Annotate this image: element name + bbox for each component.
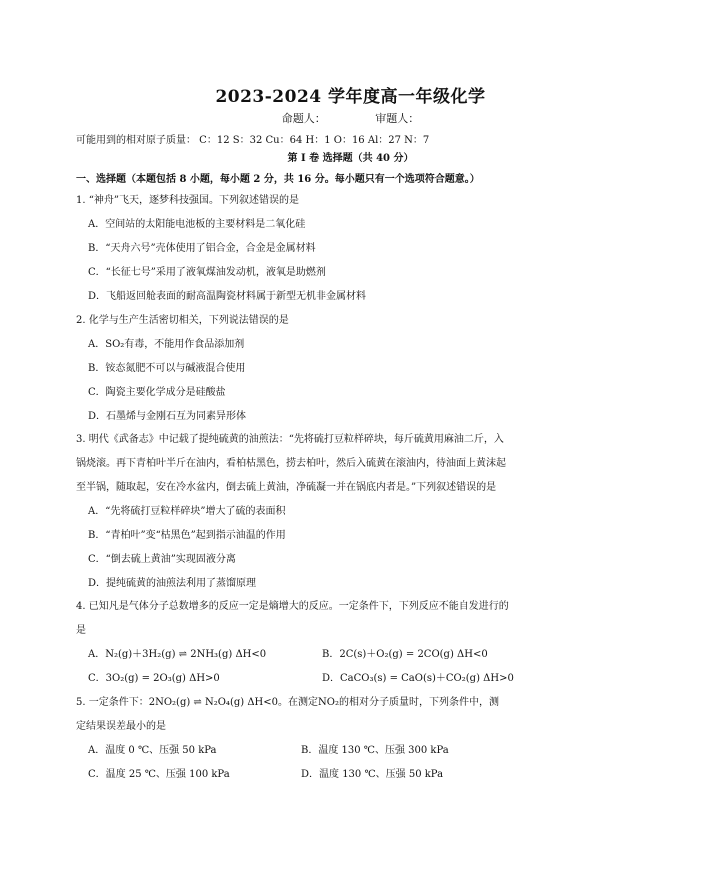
question-4-option-b: B．2C(s)＋O₂(g) = 2CO(g) ΔH<0 (322, 649, 488, 660)
question-2-option-c: C．陶瓷主要化学成分是硅酸盐 (88, 387, 226, 398)
question-5-option-a: A．温度 0 ℃、压强 50 kPa (88, 745, 217, 756)
question-4-option-c: C．3O₂(g) = 2O₃(g) ΔH>0 (88, 673, 220, 684)
question-3-stem-line-2: 锅烧滚。再下青柏叶半斤在油内，看柏枯黑色，捞去柏叶，然后入硫黄在滚油内，待油面上黄沫起 (76, 458, 506, 469)
question-2-option-d: D．石墨烯与金刚石互为同素异形体 (88, 411, 247, 422)
author-line (0, 110, 701, 126)
question-4-stem-line-2: 是 (76, 625, 86, 636)
question-3-option-a: A．“先将硫打豆粒样碎块”增大了硫的表面积 (88, 506, 286, 517)
question-2-option-a: A．SO₂有毒，不能用作食品添加剂 (88, 339, 245, 350)
question-5-option-c: C．温度 25 ℃、压强 100 kPa (88, 769, 230, 780)
question-3-stem-line-1: 3. 明代《武备志》中记载了提纯硫黄的油煎法：“先将硫打豆粒样碎块，每斤硫黄用麻油二斤，入 (76, 434, 504, 445)
part-title: 一、选择题（本题包括 8 小题，每小题 2 分，共 16 分。每小题只有一个选项符合题意。） (76, 174, 480, 185)
question-2-option-b: B．铵态氮肥不可以与碱液混合使用 (88, 363, 246, 374)
question-5-stem-line-1: 5. 一定条件下：2NO₂(g) ⇌ N₂O₄(g) ΔH<0。在测定NO₂的相对分子质量时，下列条件中，测 (76, 697, 499, 708)
question-1-stem: 1. “神舟”飞天，逐梦科技强国。下列叙述错误的是 (76, 195, 299, 206)
question-1-option-b: B．“天舟六号”壳体使用了铝合金，合金是金属材料 (88, 243, 316, 254)
question-3-stem-line-3: 至半锅，随取起，安在冷水盆内，倒去硫上黄油，净硫凝一并在锅底内者是。”下列叙述错误的是 (76, 482, 497, 493)
author-label: 命题人： (281, 112, 326, 125)
question-1-option-a: A．空间站的太阳能电池板的主要材料是二氧化硅 (88, 219, 306, 230)
question-3-option-c: C．“倒去硫上黄油”实现固液分离 (88, 554, 236, 565)
question-2-stem: 2. 化学与生产生活密切相关，下列说法错误的是 (76, 315, 289, 326)
question-1-option-d: D．飞船返回舱表面的耐高温陶瓷材料属于新型无机非金属材料 (88, 291, 367, 302)
question-4-option-a: A．N₂(g)＋3H₂(g) ⇌ 2NH₃(g) ΔH<0 (88, 649, 267, 660)
section-title: 第 I 卷 选择题（共 40 分） (287, 153, 414, 164)
question-4-stem-line-1: 4. 已知凡是气体分子总数增多的反应一定是熵增大的反应。一定条件下，下列反应不能自发进行的 (76, 601, 509, 612)
question-1-option-c: C．“长征七号”采用了液氧煤油发动机，液氧是助燃剂 (88, 267, 326, 278)
atomic-masses: 可能用到的相对原子质量： C：12 S：32 Cu：64 H：1 O：16 Al：27 N：7 (76, 135, 430, 146)
question-3-option-b: B．“青柏叶”变“枯黑色”起到指示油温的作用 (88, 530, 286, 541)
question-4-option-d: D．CaCO₃(s) = CaO(s)＋CO₂(g) ΔH>0 (322, 673, 514, 684)
question-5-stem-line-2: 定结果误差最小的是 (76, 721, 166, 732)
question-5-option-d: D．温度 130 ℃、压强 50 kPa (301, 769, 444, 780)
question-3-option-d: D．提纯硫黄的油煎法利用了蒸馏原理 (88, 578, 257, 589)
exam-title: 2023-2024 学年度高一年级化学 (215, 87, 486, 107)
reviewer-label: 审题人： (375, 112, 420, 125)
question-5-option-b: B．温度 130 ℃、压强 300 kPa (301, 745, 449, 756)
